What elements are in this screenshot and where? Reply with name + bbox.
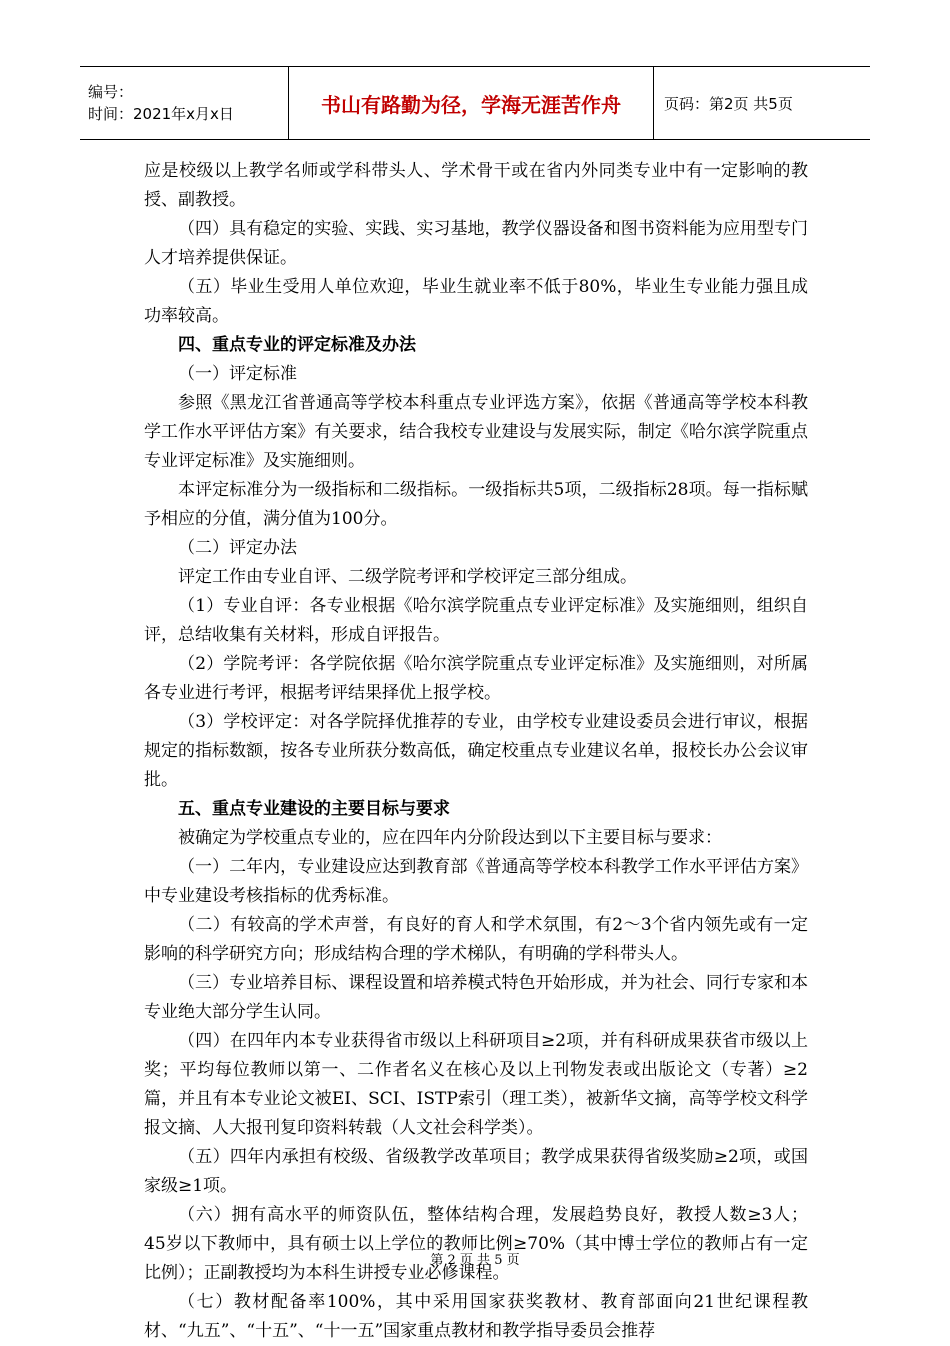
subsection-heading: （一）评定标准 [178, 364, 297, 384]
paragraph: 评定工作由专业自评、二级学院考评和学校评定三部分组成。 [178, 567, 637, 587]
paragraph: 参照《黑龙江省普通高等学校本科重点专业评选方案》，依据《普通高等学校本科教学工作水平评估方案》有关要求，结合我校专业建设与发展实际，制定《哈尔滨学院重点专业评定标准》及实施细则。 [144, 393, 808, 471]
paragraph: 本评定标准分为一级指标和二级指标。一级指标共5项，二级指标28项。每一指标赋予相应的分值，满分值为100分。 [144, 480, 808, 529]
paragraph: （3）学校评定：对各学院择优推荐的专业，由学校专业建设委员会进行审议，根据规定的指标数额，按各专业所获分数高低，确定校重点专业建议名单，报校长办公会议审批。 [144, 712, 808, 790]
section-heading: 四、重点专业的评定标准及办法 [178, 335, 416, 355]
paragraph: （五）毕业生受用人单位欢迎，毕业生就业率不低于80%，毕业生专业能力强且成功率较高。 [144, 277, 808, 326]
header-time-label: 时间：2021年x月x日 [88, 105, 234, 123]
header-page-label: 页码：第2页 共5页 [664, 94, 793, 113]
document-header [80, 66, 870, 140]
paragraph: （三）专业培养目标、课程设置和培养模式特色开始形成，并为社会、同行专家和本专业绝大部分学生认同。 [144, 973, 808, 1022]
paragraph: （2）学院考评：各学院依据《哈尔滨学院重点专业评定标准》及实施细则，对所属各专业进行考评，根据考评结果择优上报学校。 [144, 654, 808, 703]
header-page [654, 67, 870, 139]
section-heading: 五、重点专业建设的主要目标与要求 [178, 799, 450, 819]
document-body [144, 157, 808, 1346]
paragraph: （七）教材配备率100%，其中采用国家获奖教材、教育部面向21世纪课程教材、“九五”、“十五”、“十一五”国家重点教材和教学指导委员会推荐 [144, 1292, 808, 1341]
paragraph: 应是校级以上教学名师或学科带头人、学术骨干或在省内外同类专业中有一定影响的教授、副教授。 [144, 161, 808, 210]
paragraph: 被确定为学校重点专业的，应在四年内分阶段达到以下主要目标与要求： [178, 828, 722, 848]
paragraph: （五）四年内承担有校级、省级教学改革项目；教学成果获得省级奖励≥2项，或国家级≥1项。 [144, 1147, 808, 1196]
page-footer: 第 2 页 共 5 页 [430, 1253, 520, 1268]
paragraph: （1）专业自评：各专业根据《哈尔滨学院重点专业评定标准》及实施细则，组织自评，总结收集有关材料，形成自评报告。 [144, 596, 808, 645]
paragraph: （四）在四年内本专业获得省市级以上科研项目≥2项，并有科研成果获省市级以上奖；平均每位教师以第一、二作者名义在核心及以上刊物发表或出版论文（专著）≥2篇，并且有本专业论文被EI、SCI、ISTP索引（理工类），被新华文摘，高等学校文科学报文摘、人大报刊复印资料转载（人文社会科学类）。 [144, 1031, 808, 1138]
paragraph: （六）拥有高水平的师资队伍，整体结构合理，发展趋势良好，教授人数≥3人； 45岁以下教师中，具有硕士以上学位的教师比例≥70%（其中博士学位的教师占有一定比例）；正副教授均为本科生讲授专业必修课程。 [144, 1205, 808, 1283]
paragraph: （二）有较高的学术声誉，有良好的育人和学术氛围，有2～3个省内领先或有一定影响的科学研究方向；形成结构合理的学术梯队，有明确的学科带头人。 [144, 915, 808, 964]
header-meta [80, 67, 289, 139]
header-motto-text: 书山有路勤为径，学海无涯苦作舟 [321, 92, 621, 117]
subsection-heading: （二）评定办法 [178, 538, 297, 558]
header-motto [289, 67, 654, 139]
paragraph: （一）二年内，专业建设应达到教育部《普通高等学校本科教学工作水平评估方案》中专业建设考核指标的优秀标准。 [144, 857, 808, 906]
paragraph: （四）具有稳定的实验、实践、实习基地，教学仪器设备和图书资料能为应用型专门人才培养提供保证。 [144, 219, 808, 268]
header-number-label: 编号： [88, 83, 134, 101]
